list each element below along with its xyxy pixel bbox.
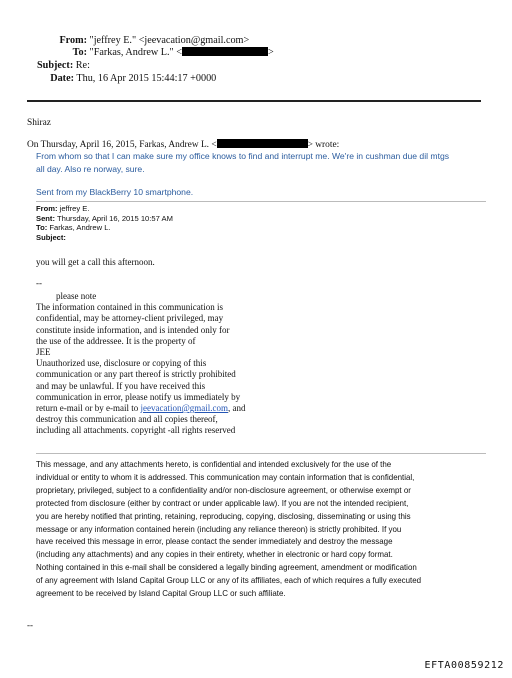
- note-return-end: , and: [227, 403, 246, 413]
- trailing-dashes: --: [27, 620, 33, 630]
- forward-message: you will get a call this afternoon.: [36, 257, 155, 267]
- reply-line: From whom so that I can make sure my office knows to find and interrupt me. We're in cushman due dil mtgs: [36, 151, 450, 161]
- reply-line: all day. Also re norway, sure.: [36, 164, 145, 174]
- forward-sent-value: Thursday, April 16, 2015 10:57 AM: [56, 213, 173, 223]
- disclaimer-line: (including any attachments) and any copies in their entirety, whether in electronic or hard copy format.: [36, 550, 393, 560]
- disclaimer-divider: [36, 453, 486, 454]
- note-return-text: return e-mail or by e-mail to: [36, 403, 141, 413]
- header-subject-label: Subject:: [37, 60, 74, 71]
- note-line: please note: [56, 291, 97, 301]
- forward-from-label: From:: [36, 204, 58, 213]
- disclaimer-line: individual or entity to whom it is addressed. This communication may contain information that is confidential,: [36, 472, 415, 482]
- disclaimer-line: This message, and any attachments hereto, is confidential and intended exclusively for the use of the: [36, 460, 392, 469]
- note-line: [36, 403, 245, 414]
- forward-subject-row: [36, 233, 66, 243]
- disclaimer-line: agreement to be received by Island Capital Group LLC or such affiliate.: [36, 589, 286, 598]
- note-line: destroy this communication and all copies thereof,: [36, 414, 218, 425]
- quote-intro-end: > wrote:: [307, 140, 340, 150]
- disclaimer-line: have received this message in error, please contact the sender immediately and destroy the message: [36, 537, 393, 547]
- note-line: JEE: [36, 347, 51, 357]
- disclaimer-line: Nothing contained in this e-mail shall be considered a legally binding agreement, amendment or modification: [36, 563, 417, 573]
- note-line: and may be unlawful. If you have received this: [36, 380, 206, 391]
- forward-to-row: [36, 223, 111, 233]
- header-subject-row: [37, 60, 90, 72]
- header-to-value: "Farkas, Andrew L." <: [89, 47, 182, 58]
- header-date-row: [47, 73, 216, 85]
- disclaimer-line: you are hereby notified that printing, retaining, reproducing, copying, disclosing, disseminating or using this: [36, 511, 411, 521]
- note-line: confidential, may be attorney-client privileged, may: [36, 313, 224, 324]
- disclaimer-line: protected from disclosure (either by contract or under applicable law). If you are not the intended recipient,: [36, 498, 409, 508]
- forward-to-label: To:: [36, 223, 48, 232]
- header-subject-value: Re:: [75, 60, 90, 71]
- header-from-label: From:: [59, 35, 87, 46]
- note-line: the use of the addressee. It is the property of: [36, 335, 196, 346]
- signoff-text: Shiraz: [27, 118, 51, 128]
- note-line: communication in error, please notify us immediately by: [36, 391, 241, 402]
- header-to-value-end: >: [267, 47, 274, 58]
- forward-sent-row: [36, 214, 173, 224]
- header-date-value: Thu, 16 Apr 2015 15:44:17 +0000: [76, 73, 217, 84]
- quote-intro-text: On Thursday, April 16, 2015, Farkas, Andrew L. <: [27, 140, 217, 150]
- header-from-row: [47, 35, 249, 47]
- email-link[interactable]: jeevacation@gmail.com: [140, 403, 228, 413]
- header-to-row: [47, 47, 274, 59]
- header-from-value: "jeffrey E." <jeevacation@gmail.com>: [89, 35, 250, 46]
- header-to-label: To:: [72, 47, 87, 58]
- redaction-box: [217, 139, 308, 148]
- forward-divider: [36, 201, 486, 202]
- forward-sent-label: Sent:: [36, 213, 55, 223]
- note-line: The information contained in this communication is: [36, 302, 223, 313]
- signature-dashes: --: [36, 278, 42, 288]
- disclaimer-line: of any agreement with Island Capital Group LLC or any of its affiliates, each of which requires a fully executed: [36, 576, 422, 586]
- sent-from-signature: Sent from my BlackBerry 10 smartphone.: [36, 187, 194, 197]
- note-line: communication or any part thereof is strictly prohibited: [36, 369, 236, 380]
- forward-from-row: [36, 204, 89, 214]
- header-divider: [27, 100, 481, 102]
- note-line: constitute inside information, and is intended only for: [36, 324, 230, 335]
- header-date-label: Date:: [50, 73, 74, 84]
- note-line: Unauthorized use, disclosure or copying of this: [36, 358, 207, 369]
- forward-from-value: jeffrey E.: [59, 204, 90, 213]
- disclaimer-line: proprietary, privileged, subject to a confidentiality and/or non-disclosure agreement, or otherwise exempt or: [36, 485, 411, 495]
- document-id: EFTA00859212: [424, 660, 504, 671]
- redaction-box: [182, 47, 268, 56]
- forward-subject-label: Subject:: [36, 232, 66, 242]
- forward-to-value: Farkas, Andrew L.: [49, 223, 111, 232]
- disclaimer-line: message or any information contained herein (including any reliance thereon) is strictly prohibited. If you: [36, 524, 402, 534]
- note-line: including all attachments. copyright -all rights reserved: [36, 425, 236, 436]
